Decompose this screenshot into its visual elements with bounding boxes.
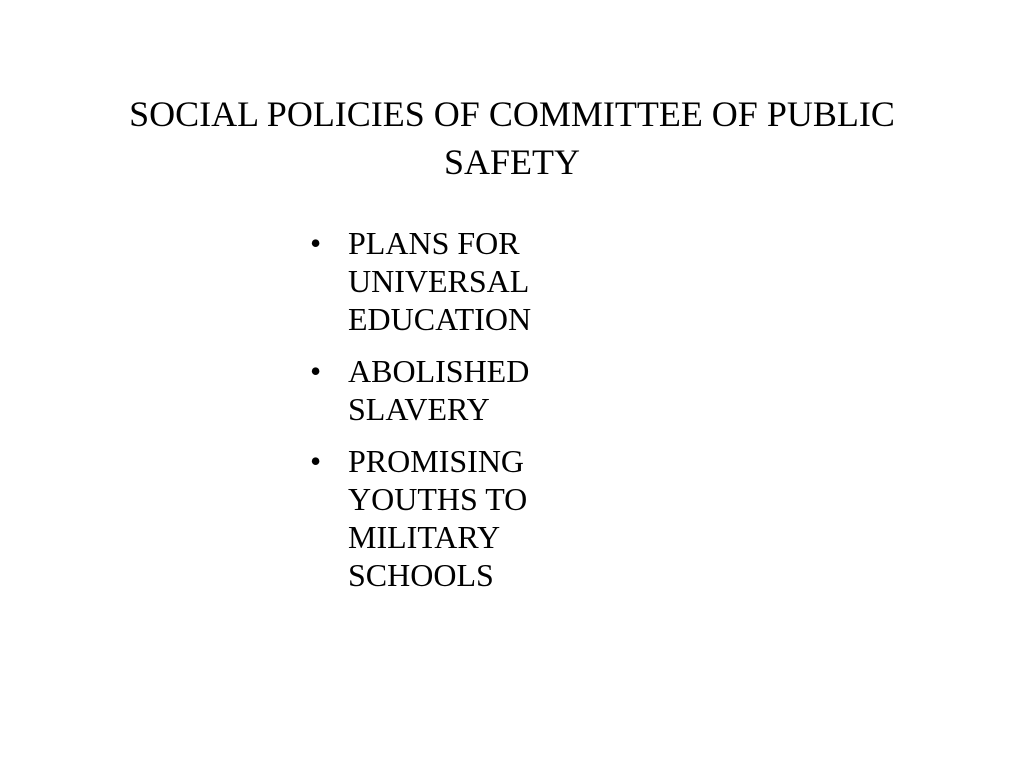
bullet-icon: • xyxy=(310,353,322,389)
bullet-text-line: UNIVERSAL xyxy=(348,263,530,299)
slide-title-line: SAFETY xyxy=(443,142,581,182)
bullet-list xyxy=(308,224,608,608)
bullet-text-line: EDUCATION xyxy=(348,301,532,337)
bullet-text-line: MILITARY xyxy=(348,519,501,555)
bullet-text-line: YOUTHS TO xyxy=(348,481,528,517)
bullet-text-line: SCHOOLS xyxy=(348,557,494,593)
slide-title-line: SOCIAL POLICIES OF COMMITTEE OF PUBLIC xyxy=(129,94,895,134)
bullet-text-line: ABOLISHED xyxy=(348,353,530,389)
bullet-item xyxy=(308,352,608,428)
bullet-text-line: PROMISING xyxy=(348,443,525,479)
bullet-icon: • xyxy=(310,225,322,261)
bullet-item xyxy=(308,442,608,594)
slide-title xyxy=(0,90,1024,186)
bullet-item xyxy=(308,224,608,338)
bullet-icon: • xyxy=(310,443,322,479)
bullet-text-line: PLANS FOR xyxy=(348,225,520,261)
bullet-text-line: SLAVERY xyxy=(348,391,490,427)
